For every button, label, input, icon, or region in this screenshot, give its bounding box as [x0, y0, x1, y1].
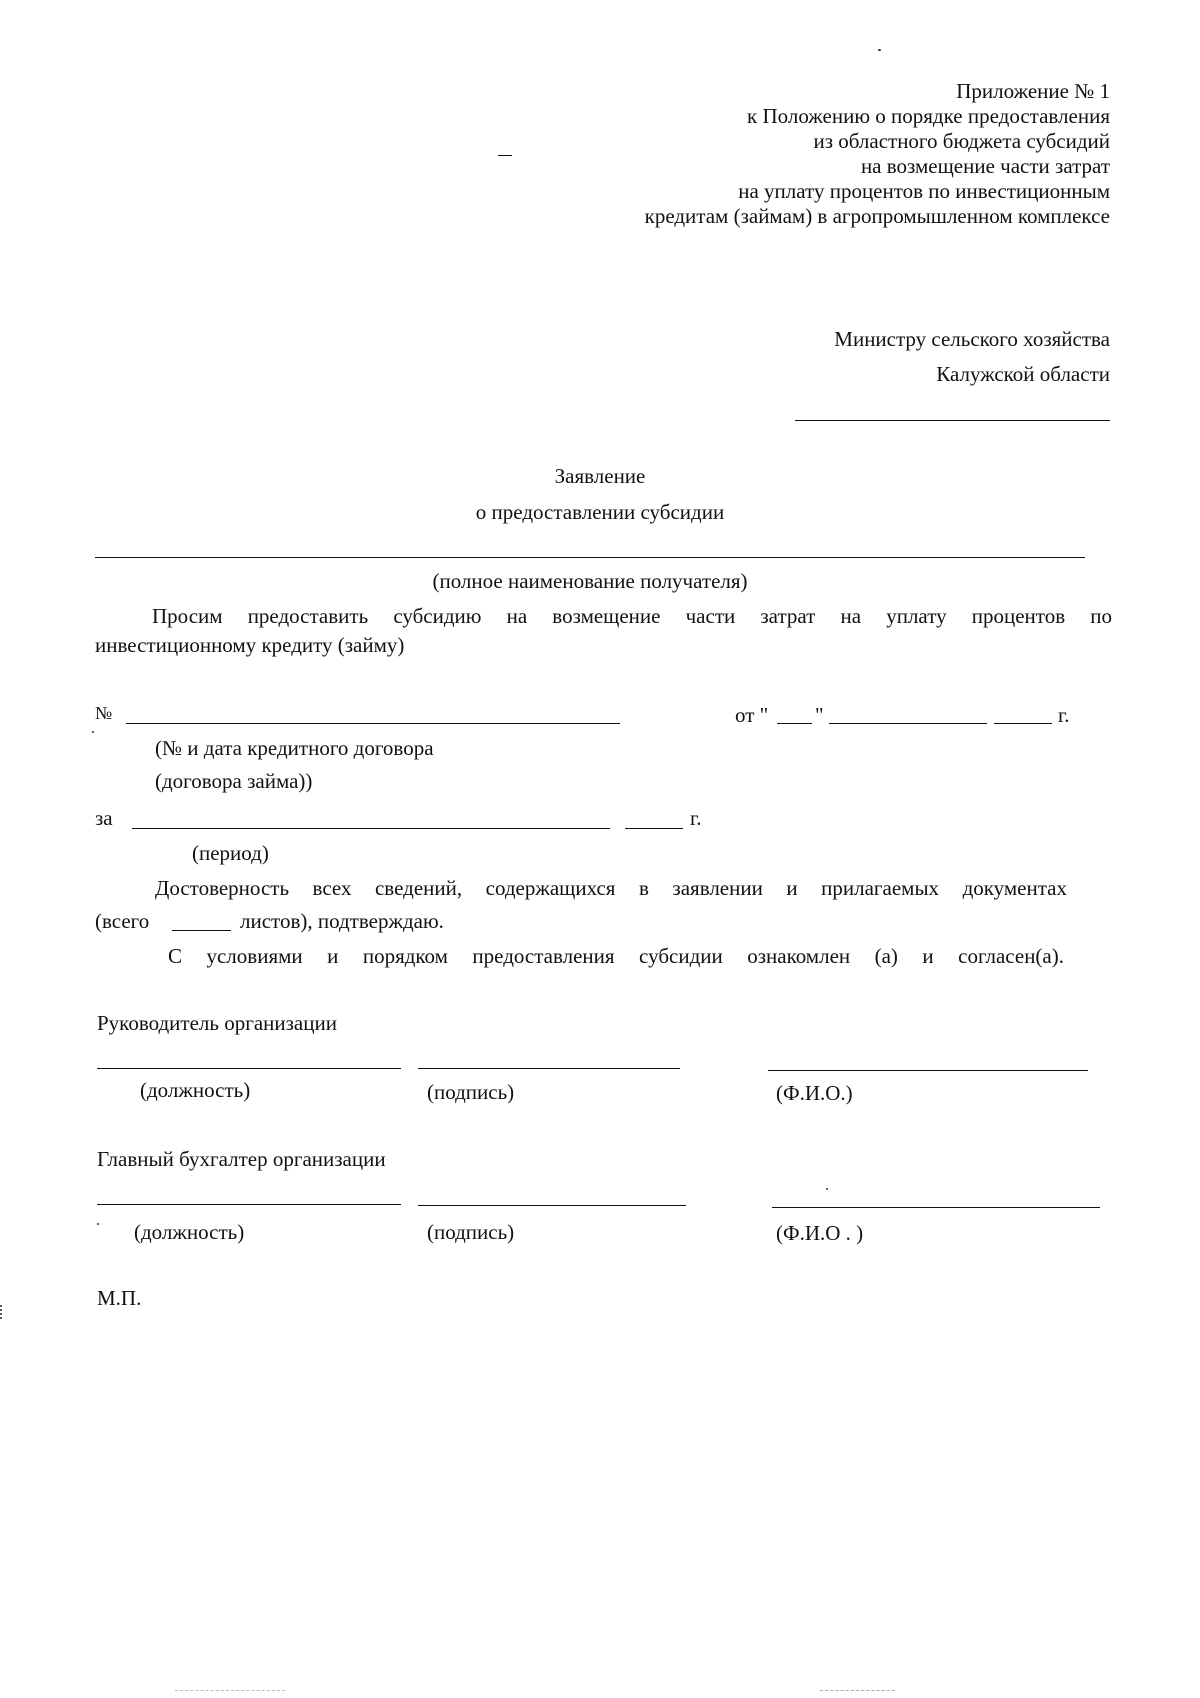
contract-year-line	[994, 723, 1052, 724]
contract-month-line	[829, 723, 987, 724]
scan-speck	[826, 1188, 828, 1190]
document-title: Заявление	[554, 464, 646, 488]
accountant-signature-line	[418, 1205, 686, 1206]
head-signature-line	[418, 1068, 680, 1069]
document-subtitle: о предоставлении субсидии	[475, 500, 725, 524]
contract-date-quote: "	[815, 703, 824, 727]
contract-caption-line-1: (№ и дата кредитного договора	[155, 736, 434, 760]
annex-line-3: из областного бюджета субсидий	[813, 129, 1110, 153]
recipient-name-line	[95, 557, 1085, 558]
annex-line-1: Приложение № 1	[956, 79, 1110, 103]
annex-line-4: на возмещение части затрат	[860, 154, 1110, 178]
head-title: Руководитель организации	[97, 1011, 337, 1035]
period-caption: (период)	[192, 841, 269, 865]
annex-line-2: к Положению о порядке предоставления	[747, 104, 1110, 128]
period-label: за	[95, 806, 113, 830]
head-position-caption: (должность)	[140, 1078, 251, 1102]
confirmation-sheets-suffix: листов), подтверждаю.	[240, 909, 444, 933]
accountant-signature-caption: (подпись)	[427, 1220, 515, 1244]
period-line	[132, 828, 610, 829]
scan-speck	[878, 49, 881, 51]
head-position-line	[97, 1068, 401, 1069]
contract-day-line	[777, 723, 812, 724]
confirmation-sheets-prefix: (всего	[95, 909, 150, 933]
addressee-line-2: Калужской области	[936, 362, 1110, 386]
head-name-caption: (Ф.И.О.)	[776, 1081, 853, 1105]
scan-edge-mark	[820, 1690, 895, 1691]
accountant-name-line	[772, 1207, 1100, 1208]
contract-number-line	[126, 723, 620, 724]
stamp-place: М.П.	[97, 1286, 142, 1310]
contract-caption-line-2: (договора займа))	[155, 769, 313, 793]
head-name-line	[768, 1070, 1088, 1071]
addressee-signature-line	[795, 420, 1110, 421]
request-text-line-2: инвестиционному кредиту (займу)	[95, 633, 405, 657]
period-year-line	[625, 828, 683, 829]
head-signature-caption: (подпись)	[427, 1080, 515, 1104]
scan-edge-mark	[175, 1690, 285, 1691]
sheets-count-line	[172, 930, 231, 931]
scan-speck	[97, 1223, 99, 1225]
request-text-line-1: Просим предоставить субсидию на возмещение части затрат на уплату процентов по	[152, 604, 1112, 628]
accountant-name-caption: (Ф.И.О . )	[776, 1221, 864, 1245]
contract-number-label: №	[95, 703, 113, 723]
accountant-title: Главный бухгалтер организации	[97, 1147, 386, 1171]
contract-year-suffix: г.	[1058, 703, 1070, 727]
annex-line-5: на уплату процентов по инвестиционным	[738, 179, 1110, 203]
annex-line-6: кредитам (займам) в агропромышленном комплексе	[644, 204, 1110, 228]
consent-text: С условиями и порядком предоставления субсидии ознакомлен (а) и согласен(а).	[168, 944, 1064, 968]
scan-speck	[92, 731, 94, 733]
recipient-caption: (полное наименование получателя)	[432, 569, 748, 593]
accountant-position-caption: (должность)	[134, 1220, 245, 1244]
accountant-position-line	[97, 1204, 401, 1205]
confirmation-line-1: Достоверность всех сведений, содержащихся в заявлении и прилагаемых документах	[155, 876, 1067, 900]
scan-speck	[498, 155, 512, 156]
addressee-line-1: Министру сельского хозяйства	[834, 327, 1110, 351]
period-year-suffix: г.	[690, 806, 702, 830]
scan-edge-mark	[0, 1305, 5, 1319]
contract-date-prefix: от "	[735, 703, 769, 727]
